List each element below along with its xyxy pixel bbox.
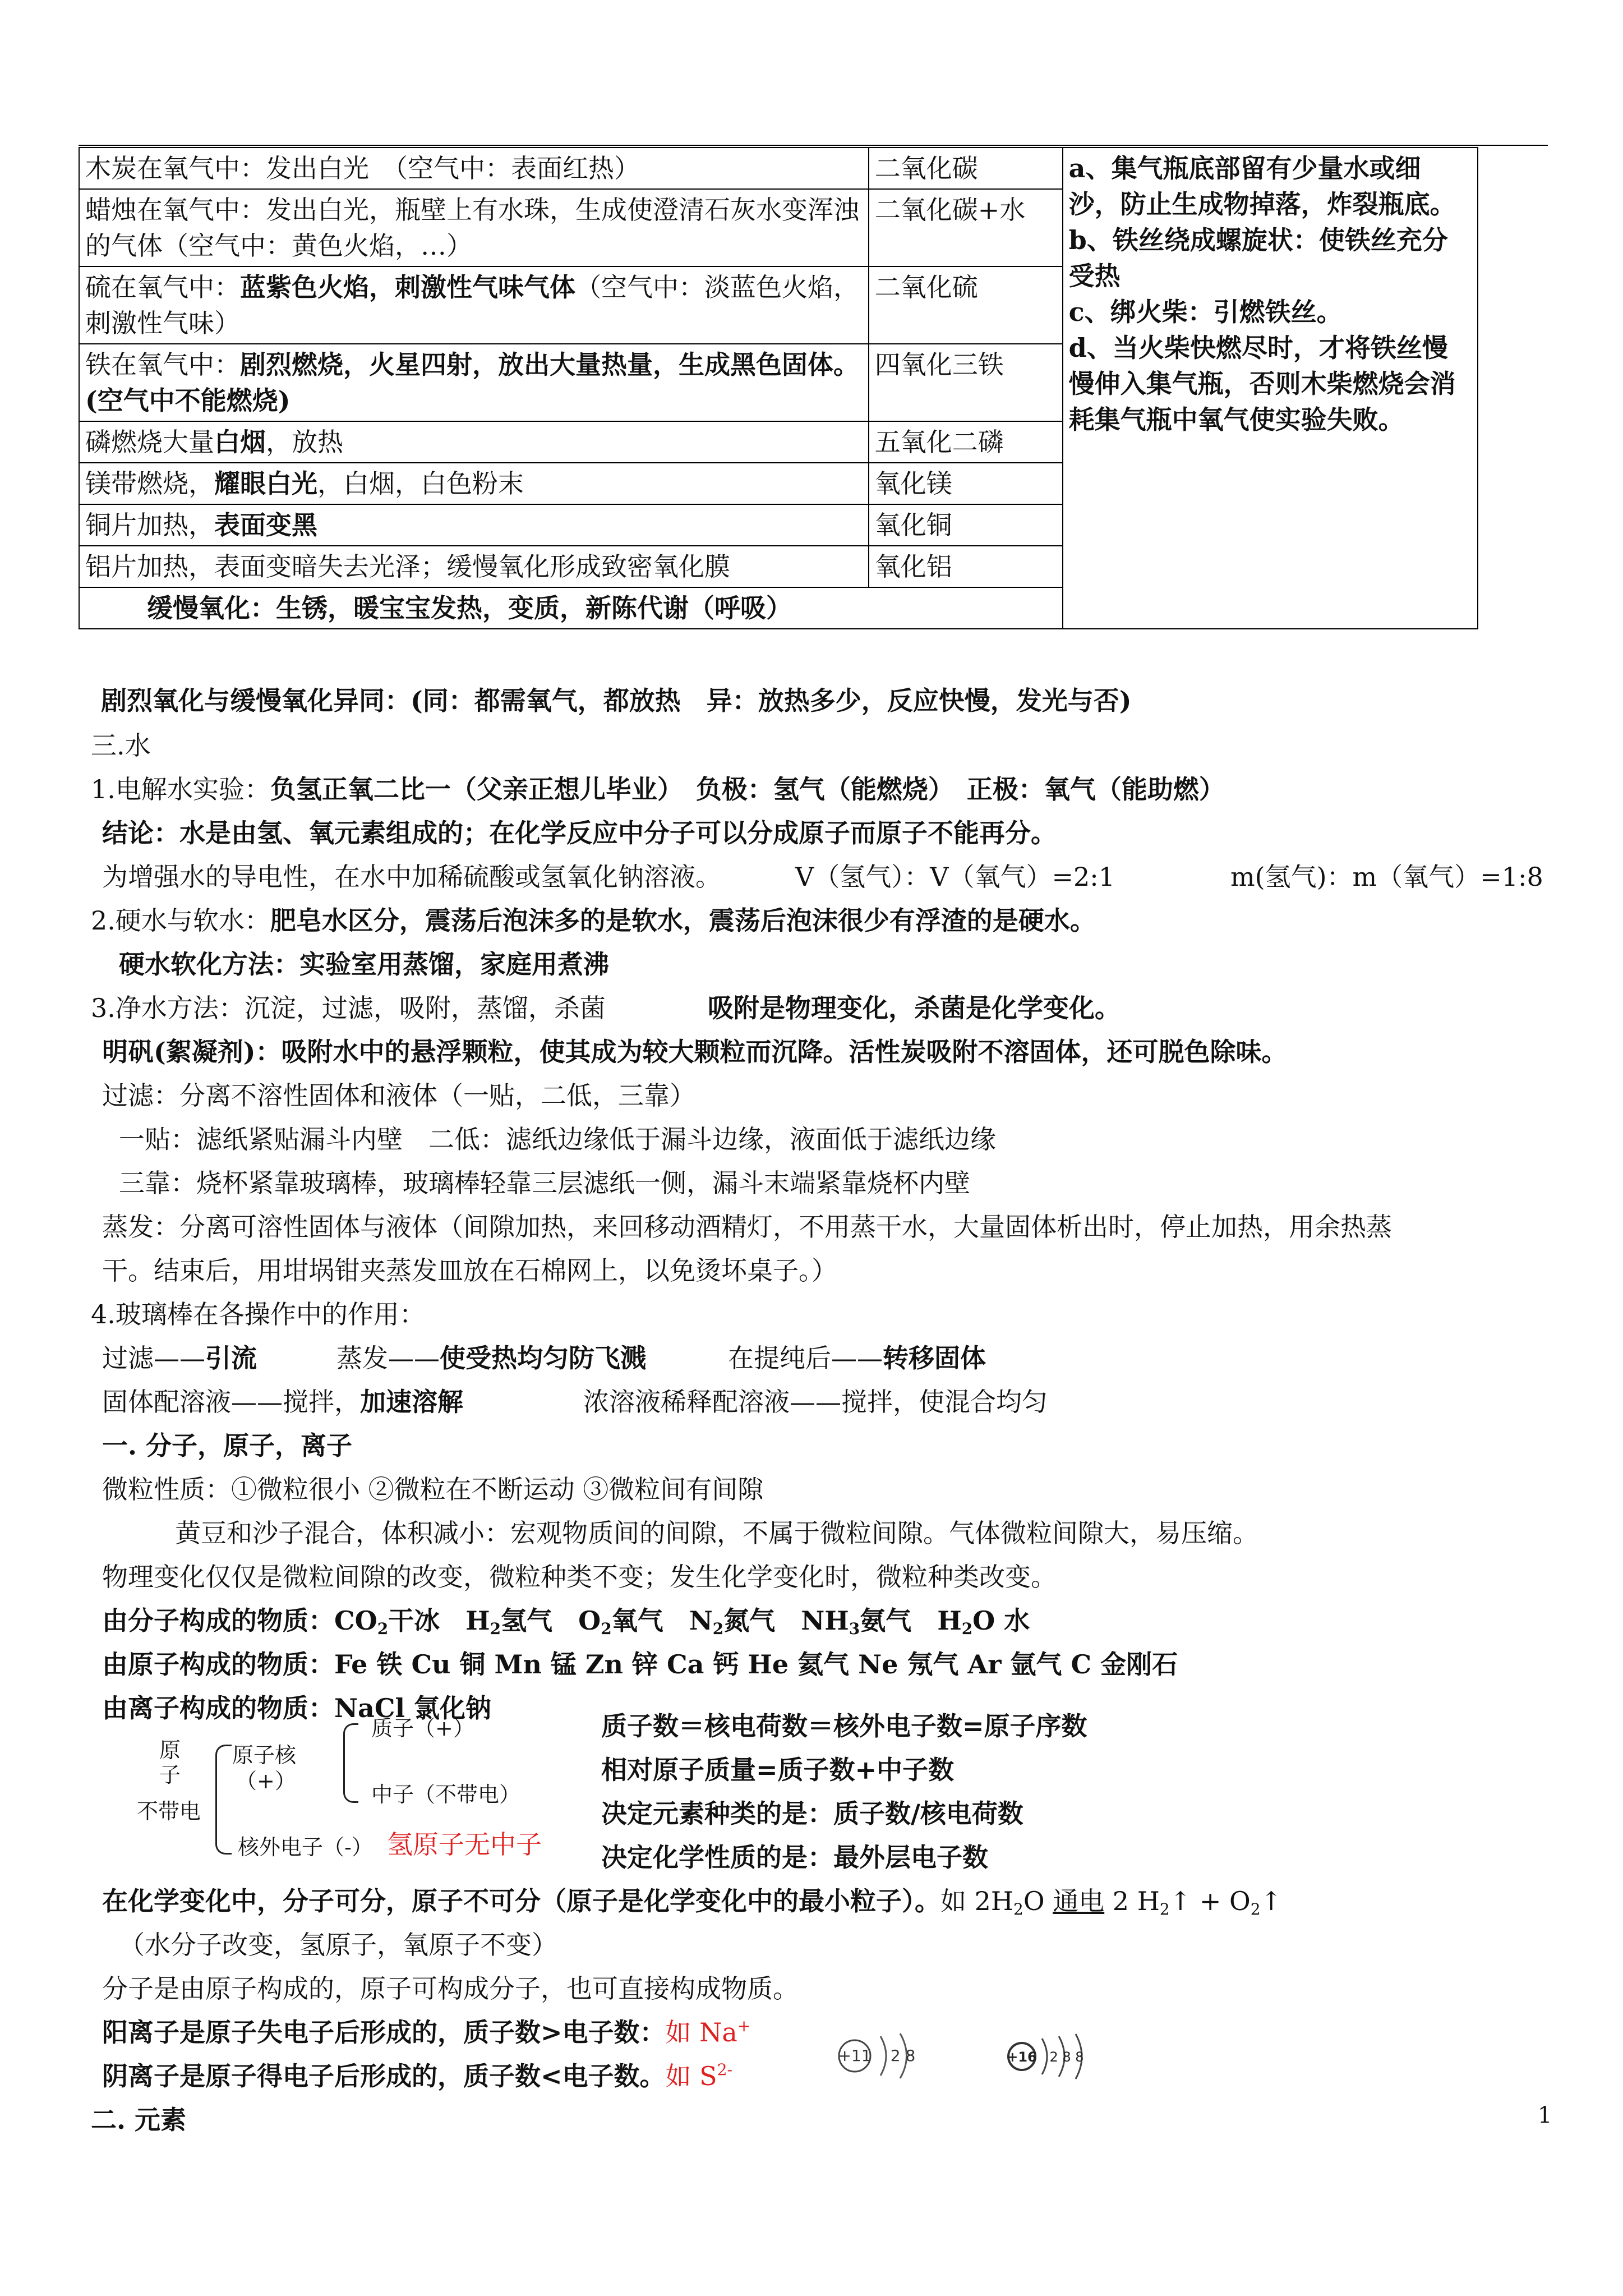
glass-rod-heading: 4.玻璃棒在各操作中的作用： [91,1299,425,1329]
top-rule [79,145,1548,146]
reaction-cell: 铝片加热，表面变暗失去光泽；缓慢氧化形成致密氧化膜 [79,546,869,587]
section-water-heading: 三.水 [91,730,151,761]
sodium-nucleus: +11 [838,2046,872,2065]
nucleus-label: 原子核 [232,1743,297,1768]
softening-line: 硬水软化方法：实验室用蒸馏，家庭用煮沸 [119,949,609,979]
reaction-cell: 铜片加热，表面变黑 [79,504,869,546]
conclusion-line: 结论：水是由氢、氧元素组成的；在化学反应中分子可以分成原子而原子不能再分。 [102,818,1057,848]
iron-experiment-notes: a、集气瓶底部留有少量水或细沙，防止生成物掉落，炸裂瓶底。 b、铁丝绕成螺旋状：使铁丝充分受热 c、绑火柴：引燃铁丝。 d、当火柴快燃尽时，才将铁丝慢慢伸入集气瓶，否则木柴燃烧会消耗集气瓶中氧气使实验失败。 [1063,148,1478,629]
product-cell: 二氧化碳+水 [869,189,1063,266]
oxidation-comparison: 剧烈氧化与缓慢氧化异同：(同：都需氧气，都放热 异：放热多少，反应快慢，发光与否) [101,685,1132,716]
glass-rod-line-1: 过滤——引流 [102,1343,257,1373]
filtration-rule-2: 三靠：烧杯紧靠玻璃棒，玻璃棒轻靠三层滤纸一侧，漏斗末端紧靠烧杯内壁 [119,1168,970,1198]
filtration-line: 过滤：分离不溶性固体和液体（一贴，二低，三靠） [102,1080,695,1111]
proton-label: 质子（+） [371,1716,474,1741]
electrolysis-line: 1.电解水实验：负氢正氧二比一（父亲正想儿毕业） 负极：氢气（能燃烧） 正极：氧气（能助燃） [91,774,1225,804]
particle-properties: 微粒性质：①微粒很小 ②微粒在不断运动 ③微粒间有间隙 [102,1474,764,1504]
product-cell: 二氧化碳 [869,148,1063,189]
evaporation-line-2: 干。结束后，用坩埚钳夹蒸发皿放在石棉网上，以免烫坏桌子。） [102,1255,837,1286]
product-cell: 二氧化硫 [869,266,1063,344]
glass-rod-transfer: 在提纯后——转移固体 [728,1343,986,1373]
atom-label: 原子 [159,1738,181,1787]
product-cell: 四氧化三铁 [869,344,1063,421]
physical-change-line: 物理变化仅仅是微粒间隙的改变，微粒种类不变；发生化学变化时，微粒种类改变。 [102,1562,1057,1592]
atomic-substances: 由原子构成的物质：Fe 铁 Cu 铜 Mn 锰 Zn 锌 Ca 钙 He 氦气 Ne 氖气 Ar 氩气 C 金刚石 [102,1649,1178,1680]
fact-proton-number: 质子数＝核电荷数＝核外电子数=原子序数 [601,1711,1087,1741]
water-molecule-note: （水分子改变，氢原子，氧原子不变） [119,1930,557,1960]
reaction-cell: 铁在氧气中：剧烈燃烧，火星四射，放出大量热量，生成黑色固体。(空气中不能燃烧) [79,344,869,421]
anion-line: 阴离子是原子得电子后形成的，质子数<电子数。如 $S^{2-}$ [102,2060,732,2091]
chemical-change-line: 在化学变化中，分子可分，原子不可分（原子是化学变化中的最小粒子）。如 $2H_2O$ 通电 2 $H_2↑$ + $O_2↑$ [102,1886,1283,1918]
section-elements-heading: 二. 元素 [91,2105,187,2135]
conductivity-line: 为增强水的导电性，在水中加稀硫酸或氢氧化钠溶液。 [102,862,721,892]
volume-ratio: V（氢气）：V（氧气）=2:1 [795,862,1115,892]
glass-rod-line-2: 固体配溶液——搅拌，加速溶解 [102,1387,463,1417]
table-row [79,148,1478,189]
sulfide-shells: 2 8 8 [1049,2049,1084,2065]
ionic-substances: 由离子构成的物质：NaCl 氯化钠 [102,1693,491,1723]
fact-element-type: 决定元素种类的是：质子数/核电荷数 [601,1798,1023,1829]
product-cell: 氧化镁 [869,463,1063,504]
molecular-substances: 由分子构成的物质：$CO_2$干冰 $H_2$氢气 $O_2$氧气 $N_2$氮气 $NH_3$氨气 $H_2O$ 水 [102,1605,1030,1638]
reaction-cell: 木炭在氧气中：发出白光 （空气中：表面红热） [79,148,869,189]
sodium-ion-diagram [836,2025,948,2087]
slow-oxidation-cell: 缓慢氧化：生锈，暖宝宝发热，变质，新陈代谢（呼吸） [79,587,1063,629]
nucleus-charge: （+） [236,1769,296,1793]
sulfide-ion-diagram [1005,2028,1106,2085]
molecule-atom-line: 分子是由原子构成的，原子可构成分子，也可直接构成物质。 [102,1973,799,2004]
glass-rod-dilute: 浓溶液稀释配溶液——搅拌，使混合均匀 [583,1387,1048,1417]
neutral-label: 不带电 [137,1799,201,1824]
purification-note: 吸附是物理变化，杀菌是化学变化。 [708,993,1121,1023]
fact-atomic-mass: 相对原子质量=质子数+中子数 [601,1755,955,1785]
product-cell: 五氧化二磷 [869,421,1063,463]
product-cell: 氧化铝 [869,546,1063,587]
alum-line: 明矾(絮凝剂)：吸附水中的悬浮颗粒，使其成为较大颗粒而沉降。活性炭吸附不溶固体，还可脱色除味。 [102,1037,1288,1067]
sodium-shells: 2 8 [890,2046,916,2065]
evaporation-line-1: 蒸发：分离可溶性固体与液体（间隙加热，来回移动酒精灯，不用蒸干水，大量固体析出时，停止加热，用余热蒸 [102,1212,1392,1242]
mass-ratio: m(氢气)：m（氧气）=1:8 [1230,862,1543,892]
combustion-table [79,147,1478,629]
reaction-cell: 硫在氧气中：蓝紫色火焰，刺激性气味气体（空气中：淡蓝色火焰，刺激性气味） [79,266,869,344]
hard-water-line: 2.硬水与软水：肥皂水区分，震荡后泡沫多的是软水，震荡后泡沫很少有浮渣的是硬水。 [91,905,1096,936]
cation-line: 阳离子是原子失电子后形成的，质子数>电子数：如 Na+ [102,2017,751,2047]
glass-rod-evap: 蒸发——使受热均匀防飞溅 [336,1343,646,1373]
electron-label: 核外电子（-） [238,1835,373,1860]
section-particles-heading: 一. 分子，原子，离子 [102,1430,353,1461]
fact-chemical-property: 决定化学性质的是：最外层电子数 [601,1842,988,1872]
reaction-cell: 磷燃烧大量白烟，放热 [79,421,869,463]
purification-line: 3.净水方法：沉淀，过滤，吸附，蒸馏，杀菌 [91,993,606,1023]
atom-brace [215,1745,232,1855]
reaction-cell: 镁带燃烧，耀眼白光，白烟，白色粉末 [79,463,869,504]
sulfide-nucleus: +16 [1007,2049,1037,2065]
beans-sand-line: 黄豆和沙子混合，体积减小：宏观物质间的间隙，不属于微粒间隙。气体微粒间隙大，易压缩。 [175,1518,1258,1548]
nucleus-brace [343,1723,358,1803]
page-number: 1 [1538,2102,1552,2128]
reaction-cell: 蜡烛在氧气中：发出白光，瓶壁上有水珠，生成使澄清石灰水变浑浊的气体（空气中：黄色火焰，…） [79,189,869,266]
hydrogen-note: 氢原子无中子 [387,1829,542,1860]
neutron-label: 中子（不带电） [371,1782,521,1807]
product-cell: 氧化铜 [869,504,1063,546]
filtration-rule-1: 一贴：滤纸紧贴漏斗内壁 二低：滤纸边缘低于漏斗边缘，液面低于滤纸边缘 [119,1124,996,1154]
